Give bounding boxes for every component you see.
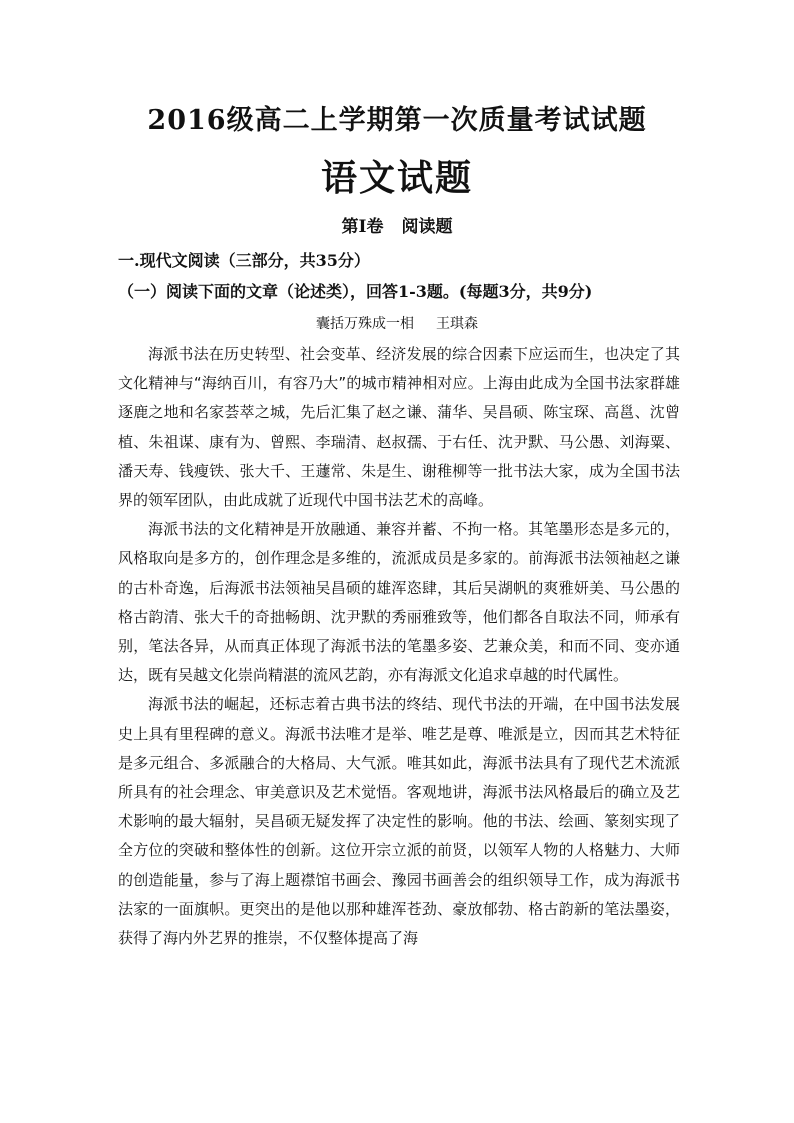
section-name: 阅读题 bbox=[401, 217, 453, 237]
article-heading bbox=[0, 313, 794, 333]
paragraph: 海派书法的文化精神是开放融通、兼容并蓄、不拘一格。其笔墨形态是多元的，风格取向是多方的，创作理念是多维的，流派成员是多家的。前海派书法领袖赵之谦的古朴奇逸，后海派书法领袖吴昌硕的雄浑恣肆，其后吴湖帆的爽雅妍美、马公愚的格古韵清、张大千的奇拙畅朗、沈尹默的秀丽雅致等，他们都各自取法不同，师承有别，笔法各异，从而真正体现了海派书法的笔墨多姿、艺兼众美，和而不同、变亦通达，既有吴越文化崇尚精湛的流风艺韵，亦有海派文化追求卓越的时代属性。 bbox=[118, 520, 680, 685]
part-heading: 一.现代文阅读（三部分，共35分） bbox=[118, 251, 370, 270]
question-heading: （一）阅读下面的文章（论述类），回答1-3题。(每题3分，共9分) bbox=[118, 282, 593, 301]
volume-label: 第Ⅰ卷 bbox=[341, 217, 384, 237]
paragraph: 海派书法在历史转型、社会变革、经济发展的综合因素下应运而生，也决定了其文化精神与“海纳百川，有容乃大”的城市精神相对应。上海由此成为全国书法家群雄逐鹿之地和名家荟萃之城，先后汇集了赵之谦、蒲华、吴昌硕、陈宝琛、高邕、沈曾植、朱祖谋、康有为、曾熙、李瑞清、赵叔孺、于右任、沈尹默、马公愚、刘海粟、潘天寿、钱瘦铁、张大千、王蘧常、朱是生、谢稚柳等一批书法大家，成为全国书法界的领军团队，由此成就了近现代中国书法艺术的高峰。 bbox=[118, 345, 680, 510]
section-heading bbox=[0, 212, 794, 237]
article-body bbox=[118, 340, 680, 953]
exam-title: 2016级高二上学期第一次质量考试试题 bbox=[147, 105, 647, 136]
article-title: 囊括万殊成一相 bbox=[316, 316, 414, 332]
article-author: 王琪森 bbox=[436, 316, 478, 332]
paragraph: 海派书法的崛起，还标志着古典书法的终结、现代书法的开端，在中国书法发展史上具有里程碑的意义。海派书法唯才是举、唯艺是尊、唯派是立，因而其艺术特征是多元组合、多派融合的大格局、大气派。唯其如此，海派书法具有了现代艺术流派所具有的社会理念、审美意识及艺术觉悟。客观地讲，海派书法风格最后的确立及艺术影响的最大辐射，吴昌硕无疑发挥了决定性的影响。他的书法、绘画、篆刻实现了全方位的突破和整体性的创新。这位开宗立派的前贤，以领军人物的人格魅力、大师的创造能量，参与了海上题襟馆书画会、豫园书画善会的组织领导工作，成为海派书法家的一面旗帜。更突出的是他以那种雄浑苍劲、豪放郁勃、格古韵新的笔法墨姿，获得了海内外艺界的推崇，不仅整体提高了海 bbox=[118, 695, 680, 948]
subject-title: 语文试题 bbox=[320, 157, 473, 199]
